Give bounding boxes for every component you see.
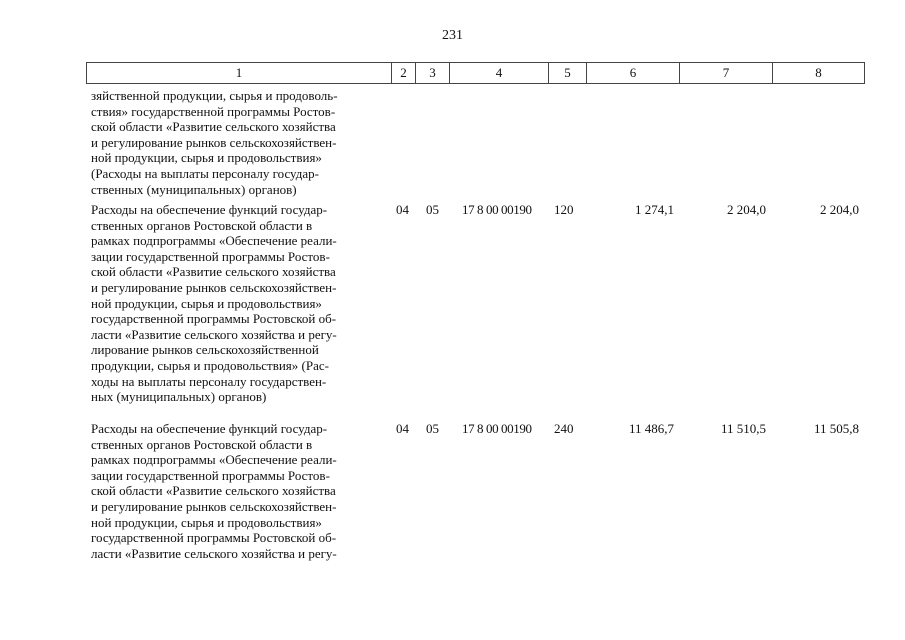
row-amount-2: 2 204,0 xyxy=(727,202,766,217)
row-target-code: 17 8 00 00190 xyxy=(462,421,532,436)
header-col-6: 6 xyxy=(587,63,680,83)
row-amount-3: 2 204,0 xyxy=(820,202,859,217)
header-col-5: 5 xyxy=(549,63,587,83)
header-col-3: 3 xyxy=(416,63,450,83)
table-header xyxy=(86,62,865,84)
header-col-2: 2 xyxy=(392,63,416,83)
row-section: 04 xyxy=(396,421,409,436)
row-expense-type: 240 xyxy=(554,421,574,436)
header-col-8: 8 xyxy=(815,65,822,80)
header-col-4: 4 xyxy=(450,63,549,83)
row-amount-1: 11 486,7 xyxy=(628,421,674,436)
row-description: зяйственной продукции, сырья и продоволь- ствия» государственной программы Ростов- ской области «Развитие сельского хозяйства и регулирование рынков сельскохозяйствен- ной продукции, сырья и продовольствия» (Расходы на выплаты персоналу государ- ственных (муниципальных) органов) xyxy=(91,88,338,197)
header-col-7: 7 xyxy=(680,63,773,83)
row-target-code: 17 8 00 00190 xyxy=(462,202,532,217)
row-amount-3: 11 505,8 xyxy=(813,421,859,436)
row-subsection: 05 xyxy=(426,421,439,436)
row-subsection: 05 xyxy=(426,202,439,217)
row-section: 04 xyxy=(396,202,409,217)
row-description: Расходы на обеспечение функций государ- ственных органов Ростовской области в рамках подпрограммы «Обеспечение реали- зации государственной программы Ростов- ской области «Развитие сельского хозяйства и регулирование рынков сельскохозяйствен- ной продукции, сырья и продовольствия» государственной программы Ростовской об- ласти «Развитие сельского хозяйства и регу- лирование рынков сельскохозяйственной продукции, сырья и продовольствия» (Рас- ходы на выплаты персоналу государствен- ных (муниципальных) органов) xyxy=(91,202,337,405)
header-col-1: 1 xyxy=(87,63,392,83)
row-description: Расходы на обеспечение функций государ- ственных органов Ростовской области в рамках подпрограммы «Обеспечение реали- зации государственной программы Ростов- ской области «Развитие сельского хозяйства и регулирование рынков сельскохозяйствен- ной продукции, сырья и продовольствия» государственной программы Ростовской об- ласти «Развитие сельского хозяйства и регу- xyxy=(91,421,337,561)
page-number: 231 xyxy=(442,28,463,43)
row-amount-2: 11 510,5 xyxy=(720,421,766,436)
row-expense-type: 120 xyxy=(554,202,574,217)
row-amount-1: 1 274,1 xyxy=(635,202,674,217)
